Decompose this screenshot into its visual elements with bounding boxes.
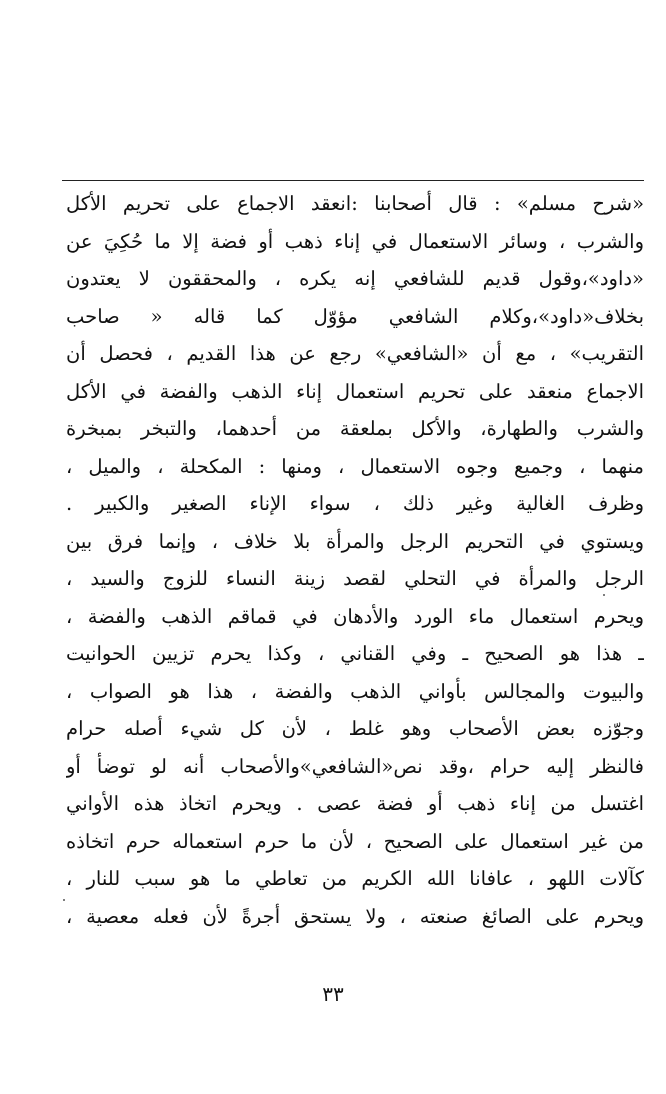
text-line: والشرب ، وسائر الاستعمال في إناء ذهب أو فضة إلا ما حُكِيَ عن [66,229,644,253]
text-line: ويستوي في التحريم الرجل والمرأة بلا خلاف ، وإنما فرق بين [66,529,644,553]
text-line: «شرح مسلم» : قال أصحابنا :انعقد الاجماع على تحريم الأكل [66,192,644,215]
text-line: والشرب والطهارة، والأكل بملعقة من أحدهما، والتبخر بمبخرة [66,417,644,440]
text-line: وظرف الغالية وغير ذلك ، سواء الإناء الصغير والكبير . [66,492,644,515]
scan-speck [603,594,605,596]
header-rule [62,180,644,181]
text-line: «داود»،وقول قديم للشافعي إنه يكره ، والمحققون لا يعتدون [66,267,644,290]
text-line: التقريب» ، مع أن «الشافعي» رجع عن هذا القديم ، فحصل أن [66,342,644,365]
text-line: من غير استعمال على الصحيح ، لأن ما حرم استعماله حرم اتخاذه [66,829,644,853]
page-number: ٣٣ [322,982,344,1006]
text-line: اغتسل من إناء ذهب أو فضة عصى . ويحرم اتخاذ هذه الأواني [66,792,644,815]
text-line: ويحرم استعمال ماء الورد والأدهان في قماقم الذهب والفضة ، [66,604,644,628]
text-line: منهما ، وجميع وجوه الاستعمال ، ومنها : المكحلة ، والميل ، [66,454,644,478]
text-line: الرجل والمرأة في التحلي لقصد زينة النساء للزوج والسيد ، [66,567,644,590]
text-line: والبيوت والمجالس بأواني الذهب والفضة ، هذا هو الصواب ، [66,679,644,703]
text-line: كآلات اللهو ، عافانا الله الكريم من تعاطي ما هو سبب للنار ، [66,867,644,890]
text-line: ـ هذا هو الصحيح ـ وفي القناني ، وكذا يحرم تزيين الحوانيت [66,642,644,665]
body-text [66,185,644,935]
text-line: ويحرم على الصائغ صنعته ، ولا يستحق أجرةً لأن فعله معصية ، [66,904,644,928]
scan-speck [63,899,65,901]
text-line: وجوّزه بعض الأصحاب وهو غلط ، لأن كل شيء أصله حرام [66,717,644,740]
text-line: الاجماع منعقد على تحريم استعمال إناء الذهب والفضة في الأكل [66,379,644,403]
text-line: بخلاف«داود»،وكلام الشافعي مؤوّل كما قاله « صاحب [66,304,644,328]
text-line: فالنظر إليه حرام ،وقد نص«الشافعي»والأصحاب أنه لو توضأ أو [66,754,644,778]
